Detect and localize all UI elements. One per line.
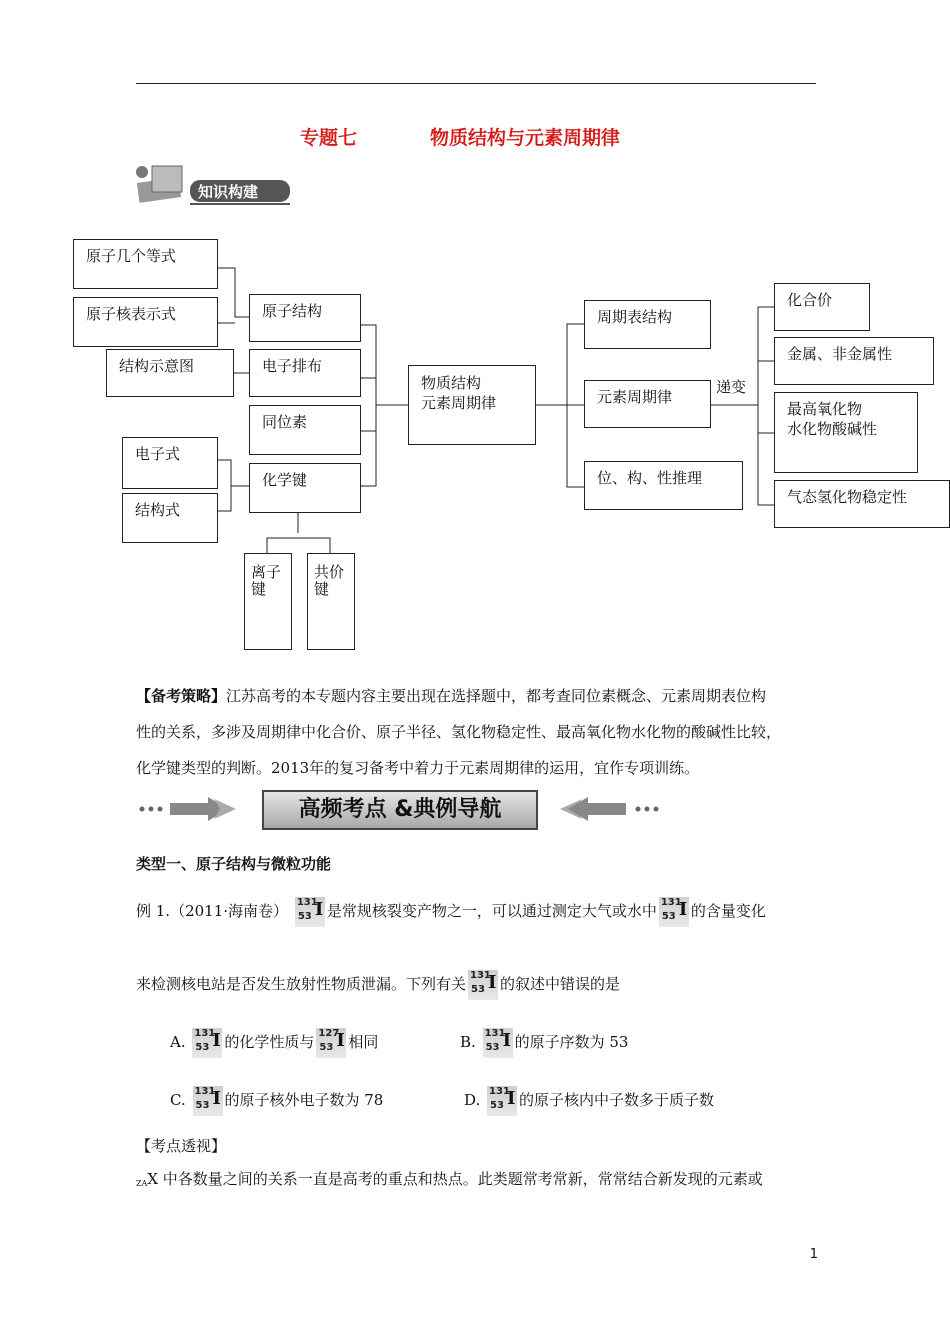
option-b: B. 131 53 I 的原子序数为 53: [460, 1028, 628, 1058]
box-structural-formula: 结构式: [122, 493, 218, 543]
box-center-topic: [408, 365, 536, 445]
example-source: 例 1.（2011·海南卷）: [136, 902, 289, 920]
example-line-2: 来检测核电站是否发生放射性物质泄漏。下列有关 131 53 I 的叙述中错误的是: [136, 970, 620, 1000]
example-line-1: 例 1.（2011·海南卷） 131 53 I 是常规核裂变产物之一，可以通过测定大气或水中 131 53 I 的含量变化: [136, 897, 766, 927]
chapter-title: 物质结构与元素周期律: [430, 127, 621, 149]
box-nucleus-notation: 原子核表示式: [73, 297, 218, 347]
isotope-i131: 131 53 I: [192, 1028, 222, 1058]
isotope-i127: 127 53 I: [316, 1028, 346, 1058]
option-d: D. 131 53 I 的原子核内中子数多于质子数: [464, 1086, 714, 1116]
box-structure-diagram: 结构示意图: [106, 349, 234, 397]
analysis-label: 【考点透视】: [136, 1137, 227, 1155]
section-badge-label: 知识构建: [198, 183, 259, 201]
arrow-left-icon: [560, 794, 670, 824]
analysis-text: ZAX 中各数量之间的关系一直是高考的重点和热点。此类题常考常新，常常结合新发现的元素或: [136, 1170, 763, 1188]
isotope-i131: 131 53 I: [468, 970, 498, 1000]
box-isotope: 同位素: [249, 405, 361, 455]
box-chemical-bond: 化学键: [249, 463, 361, 513]
box-ionic-bond: 离子键: [244, 553, 292, 650]
strategy-line-1: 江苏高考的本专题内容主要出现在选择题中，都考查同位素概念、元素周期表位构: [226, 687, 767, 705]
strategy-line-3: 化学键类型的判断。2013年的复习备考中着力于元素周期律的运用，宜作专项训练。: [136, 759, 700, 777]
analysis-prefix: ZA: [136, 1179, 148, 1188]
section-banner: 高频考点 &典例导航: [262, 790, 538, 830]
box-atomic-structure: 原子结构: [249, 294, 361, 342]
option-a: A. 131 53 I 的化学性质与 127 53 I 相同: [170, 1028, 378, 1058]
box-electron-formula: 电子式: [122, 437, 218, 489]
oxide-line2: 水化物酸碱性: [787, 420, 878, 438]
box-valence: 化合价: [774, 283, 870, 331]
box-electron-config: 电子排布: [249, 349, 361, 397]
option-c: C. 131 53 I 的原子核外电子数为 78: [170, 1086, 383, 1116]
strategy-line-2: 性的关系，多涉及周期律中化合价、原子半径、氢化物稳定性、最高氧化物水化物的酸碱性比较，: [136, 723, 782, 741]
trend-label: 递变: [716, 378, 747, 396]
chapter-number: 专题七: [300, 127, 358, 149]
box-hydride-stability: 气态氢化物稳定性: [774, 480, 950, 528]
box-table-structure: 周期表结构: [584, 300, 711, 349]
page-number: 1: [809, 1247, 818, 1262]
center-topic-line2: 元素周期律: [421, 394, 497, 412]
box-atom-equations: 原子几个等式: [73, 239, 218, 289]
isotope-i131: 131 53 I: [487, 1086, 517, 1116]
strategy-paragraph: [136, 678, 826, 786]
arrow-right-icon: [136, 794, 246, 824]
box-covalent-bond: 共价键: [307, 553, 355, 650]
box-structure-reasoning: 位、构、性推理: [584, 461, 743, 510]
box-oxide-acidity: [774, 392, 918, 473]
type-heading: 类型一、原子结构与微粒功能: [136, 855, 332, 873]
box-periodic-law: 元素周期律: [584, 380, 711, 428]
box-metallic: 金属、非金属性: [774, 337, 934, 385]
strategy-label: 【备考策略】: [136, 687, 227, 705]
oxide-line1: 最高氧化物: [787, 400, 863, 418]
center-topic-line1: 物质结构: [421, 374, 482, 392]
isotope-i131: 131 53 I: [295, 897, 325, 927]
isotope-i131: 131 53 I: [483, 1028, 513, 1058]
isotope-i131: 131 53 I: [193, 1086, 223, 1116]
isotope-i131: 131 53 I: [659, 897, 689, 927]
